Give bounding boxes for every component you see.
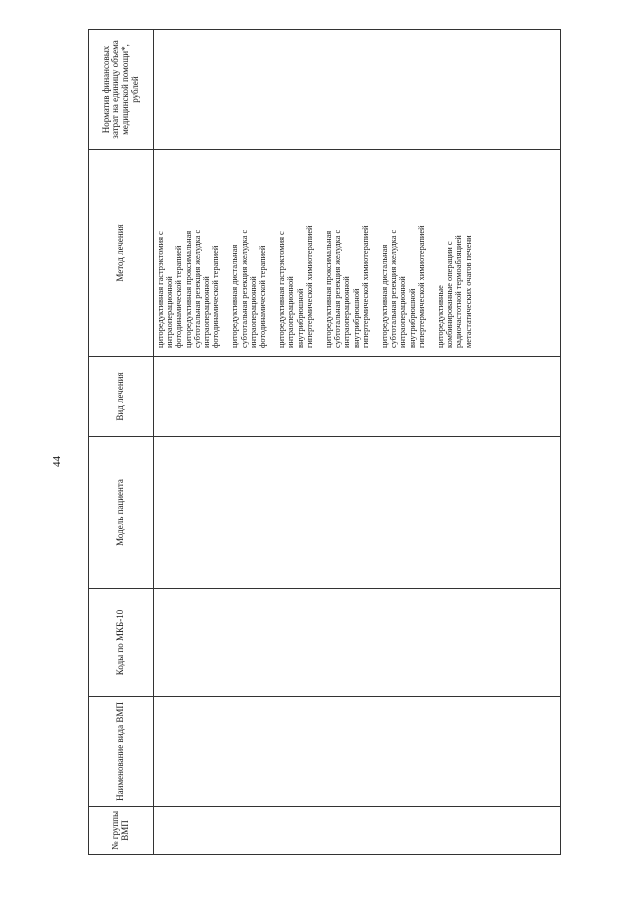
method-line: циторедуктивная гастрэктомия с [277, 231, 287, 348]
method-line: внутрибрюшной [295, 288, 305, 348]
table-row [154, 30, 561, 855]
header-group-number: № группы ВМП [89, 807, 154, 855]
method-line: субтотальная резекция желудка с [333, 229, 343, 348]
method-group [436, 154, 473, 348]
header-vmp-name: Наименование вида ВМП [89, 697, 154, 807]
method-line: субтотальная резекция желудка с [192, 229, 202, 348]
method-line: гипертермической химиотерапией [304, 225, 314, 348]
method-line: метастатических очагов печени [463, 235, 473, 348]
method-group [380, 154, 426, 348]
method-line: циторедуктивная проксимальная [183, 230, 193, 348]
method-line: интраоперационной [286, 276, 296, 348]
method-line: циторедуктивные [436, 285, 446, 348]
cell-treatment-type [154, 357, 561, 437]
cell-group-number [154, 807, 561, 855]
cell-icd-codes [154, 589, 561, 697]
method-list [154, 150, 473, 356]
method-line: фотодинамической терапией [258, 245, 268, 348]
method-line: субтотальная резекция желудка с [239, 229, 249, 348]
method-group [156, 154, 220, 348]
method-line: интраоперационной [248, 276, 258, 348]
method-line: гипертермической химиотерапией [360, 225, 370, 348]
method-group [230, 154, 267, 348]
method-group [277, 154, 314, 348]
method-line: циторедуктивная дистальная [230, 244, 240, 348]
cell-cost-standard [154, 30, 561, 150]
method-line: внутрибрюшной [351, 288, 361, 348]
method-line: интраоперационной [202, 276, 212, 348]
header-icd-codes: Коды по МКБ-10 [89, 589, 154, 697]
method-group [324, 154, 370, 348]
cell-vmp-name [154, 697, 561, 807]
method-line: циторедуктивная проксимальная [324, 230, 334, 348]
method-line: комбинированные операции с [445, 241, 455, 348]
method-line: циторедуктивная дистальная [380, 244, 390, 348]
method-line: радиочастотной термоабляцией [454, 235, 464, 348]
header-treatment-method: Метод лечения [89, 150, 154, 357]
table-header-row [89, 30, 154, 855]
method-line: циторедуктивная гастрэктомия с [156, 231, 165, 348]
header-treatment-type: Вид лечения [89, 357, 154, 437]
header-patient-model: Модель пациента [89, 437, 154, 589]
method-line: фотодинамической терапией [211, 245, 221, 348]
method-line: гипертермической химиотерапией [416, 225, 426, 348]
method-line: внутрибрюшной [407, 288, 417, 348]
method-line: интраоперационной [342, 276, 352, 348]
method-line: субтотальная резекция желудка с [389, 229, 399, 348]
cell-patient-model [154, 437, 561, 589]
method-line: фотодинамической терапией [174, 245, 184, 348]
vmp-table [88, 29, 561, 855]
header-cost-standard: Норматив финансовых затрат на единицу объема медицинской помощи*, рублей [89, 30, 154, 150]
page-number: 44 [51, 456, 63, 467]
method-line: интраоперационной [165, 276, 175, 348]
cell-treatment-method [154, 150, 561, 357]
method-line: интраоперационной [398, 276, 408, 348]
